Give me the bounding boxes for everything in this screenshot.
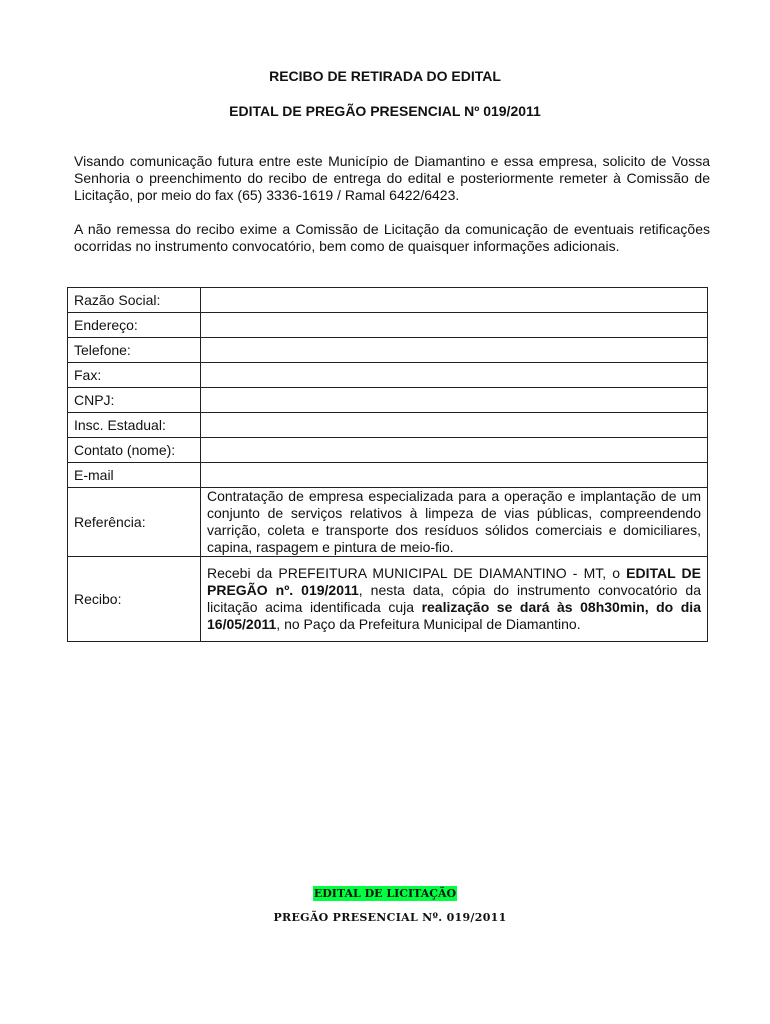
footer-edital-label: [0, 887, 770, 900]
form-row-razao-social: [68, 288, 708, 313]
recibo-edital-bold: EDITAL DE PREGÃO nº. 019/2011: [207, 565, 702, 598]
edital-subtitle: EDITAL DE PREGÃO PRESENCIAL Nº 019/2011: [229, 103, 541, 119]
contato-field[interactable]: [201, 438, 708, 463]
field-label: CNPJ:: [68, 388, 201, 413]
field-label: Telefone:: [68, 338, 201, 363]
referencia-text: Contratação de empresa especializada para a operação e implantação de um conjunto de serviços relativos à limpeza de vias públicas, compreendendo varrição, coleta e transporte dos resíduos sólidos comerciais e domiciliares, capina, raspagem e pintura de meio-fio.: [201, 488, 708, 557]
form-row-telefone: [68, 338, 708, 363]
recibo-date-bold: realização se dará às 08h30min, do dia 16/05/2011: [207, 599, 701, 632]
form-row-contato: [68, 438, 708, 463]
email-field[interactable]: [201, 463, 708, 488]
referencia-label: Referência:: [68, 488, 201, 557]
form-row-referencia: [68, 488, 708, 557]
recibo-text-part1: Recebi da PREFEITURA MUNICIPAL DE DIAMANTINO - MT, o: [207, 565, 627, 581]
document-title: RECIBO DE RETIRADA DO EDITAL: [269, 68, 501, 84]
recibo-label: Recibo:: [68, 557, 201, 642]
field-label: E-mail: [68, 463, 201, 488]
field-label: Insc. Estadual:: [68, 413, 201, 438]
footer-pregao-label: PREGÃO PRESENCIAL Nº. 019/2011: [273, 911, 507, 924]
razao-social-field[interactable]: [201, 288, 708, 313]
field-label: Endereço:: [68, 313, 201, 338]
form-row-email: [68, 463, 708, 488]
intro-paragraph: Visando comunicação futura entre este Município de Diamantino e essa empresa, solicito de Vossa Senhoria o preenchimento do recibo de entrega do edital e posteriormente remeter à Comissão de Licitação, por meio do fax (65) 3336-1619 / Ramal 6422/6423.: [74, 153, 710, 203]
form-row-cnpj: [68, 388, 708, 413]
insc-estadual-field[interactable]: [201, 413, 708, 438]
field-label: Razão Social:: [68, 288, 201, 313]
cnpj-field[interactable]: [201, 388, 708, 413]
recibo-text: [201, 557, 708, 642]
recibo-text-part3: , no Paço da Prefeitura Municipal de Diamantino.: [276, 616, 581, 632]
form-row-fax: [68, 363, 708, 388]
form-row-endereco: [68, 313, 708, 338]
field-label: Contato (nome):: [68, 438, 201, 463]
form-row-recibo: [68, 557, 708, 642]
notice-paragraph: A não remessa do recibo exime a Comissão de Licitação da comunicação de eventuais retificações ocorridas no instrumento convocatório, bem como de quaisquer informações adicionais.: [74, 221, 710, 254]
endereco-field[interactable]: [201, 313, 708, 338]
form-row-insc-estadual: [68, 413, 708, 438]
recibo-text-part2: , nesta data, cópia do instrumento convocatório da licitação acima identificada cuja: [207, 582, 701, 615]
receipt-form-table: [67, 287, 708, 642]
footer-highlight: EDITAL DE LICITAÇÃO: [313, 887, 457, 900]
telefone-field[interactable]: [201, 338, 708, 363]
field-label: Fax:: [68, 363, 201, 388]
fax-field[interactable]: [201, 363, 708, 388]
